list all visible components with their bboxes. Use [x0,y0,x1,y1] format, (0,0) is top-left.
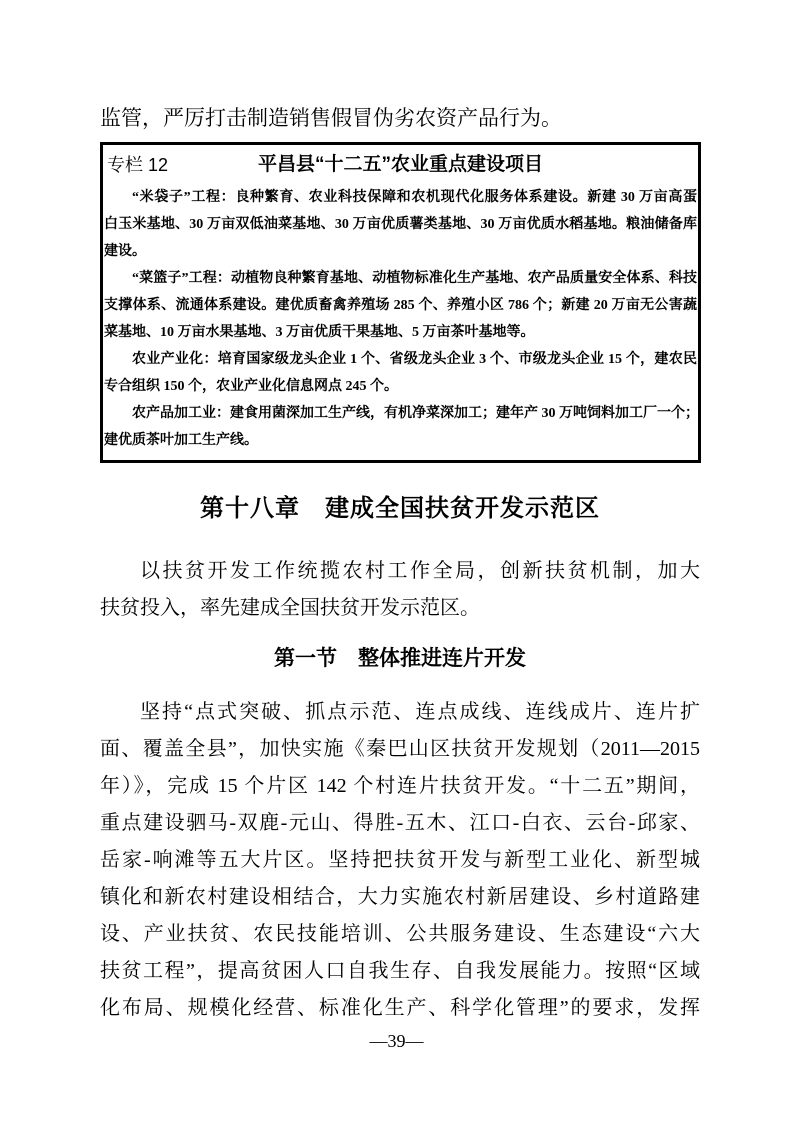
text-line: 农业产业化：培育国家级龙头企业 1 个、省级龙头企业 3 个、市级龙头企业 15 个，建农民 [132,352,697,367]
feature-box-title: 平昌县“十二五”农业重点建设项目 [257,154,543,175]
text-line: 建设。 [104,244,146,259]
text-line: 岳家-响滩等五大片区。坚持把扶贫开发与新型工业化、新型城 [100,849,700,871]
text-line: 支撑体系、流通体系建设。建优质畜禽养殖场 285 个、养殖小区 786 个；新建 20 万亩无公害蔬 [104,298,697,313]
feature-box-paragraph-rice-bag [104,184,697,265]
text-line: “菜篮子”工程：动植物良种繁育基地、动植物标准化生产基地、农产品质量安全体系、科技 [132,271,697,286]
text-line: 扶贫工程”，提高贫困人口自我生存、自我发展能力。按照“区域 [100,960,700,982]
text-line: “米袋子”工程：良种繁育、农业科技保障和农机现代化服务体系建设。新建 30 万亩高蛋 [132,190,697,205]
chapter-heading: 第十八章 建成全国扶贫开发示范区 [200,495,600,522]
feature-box-paragraph-agri-product-processing [104,400,697,454]
text-line: 年）》，完成 15 个片区 142 个村连片扶贫开发。“十二五”期间， [100,775,700,797]
text-line: 建优质茶叶加工生产线。 [104,433,258,448]
feature-box-label: 专栏 12 [107,155,169,175]
text-line: 重点建设驷马-双鹿-元山、得胜-五木、江口-白衣、云台-邱家、 [100,812,700,834]
text-line: 坚持“点式突破、抓点示范、连点成线、连线成片、连片扩 [140,701,700,723]
text-line: 镇化和新农村建设相结合，大力实施农村新居建设、乡村道路建 [100,886,700,908]
feature-box-paragraph-vegetable-basket [104,265,697,346]
section-body-paragraph [100,694,700,1027]
text-line: 化布局、规模化经营、标准化生产、科学化管理”的要求，发挥 [100,997,700,1019]
feature-box-column-12 [100,142,701,463]
text-line: 设、产业扶贫、农民技能培训、公共服务建设、生态建设“六大 [100,923,700,945]
page-number: —39— [369,1031,424,1051]
text-line: 专合组织 150 个，农业产业化信息网点 245 个。 [104,379,398,394]
chapter-intro-paragraph [100,553,700,627]
text-line: 菜基地、10 万亩水果基地、3 万亩优质干果基地、5 万亩茶叶基地等。 [104,325,535,340]
text-line: 面、覆盖全县”，加快实施《秦巴山区扶贫开发规划（2011—2015 [100,738,700,760]
section-heading: 第一节 整体推进连片开发 [274,646,526,670]
feature-box-paragraph-agriculture-industrialization [104,346,697,400]
feature-box-header [104,149,697,181]
text-line: 扶贫投入，率先建成全国扶贫开发示范区。 [100,597,480,619]
feature-box-body [104,184,697,454]
text-line: 农产品加工业：建食用菌深加工生产线，有机净菜深加工；建年产 30 万吨饲料加工厂一个； [132,406,699,421]
text-line: 监管，严厉打击制造销售假冒伪劣农资产品行为。 [100,106,562,130]
text-line: 以扶贫开发工作统揽农村工作全局，创新扶贫机制，加大 [140,560,700,582]
top-continuation-paragraph [100,103,700,133]
text-line: 白玉米基地、30 万亩双低油菜基地、30 万亩优质薯类基地、30 万亩优质水稻基地。粮油储备库 [104,217,697,232]
